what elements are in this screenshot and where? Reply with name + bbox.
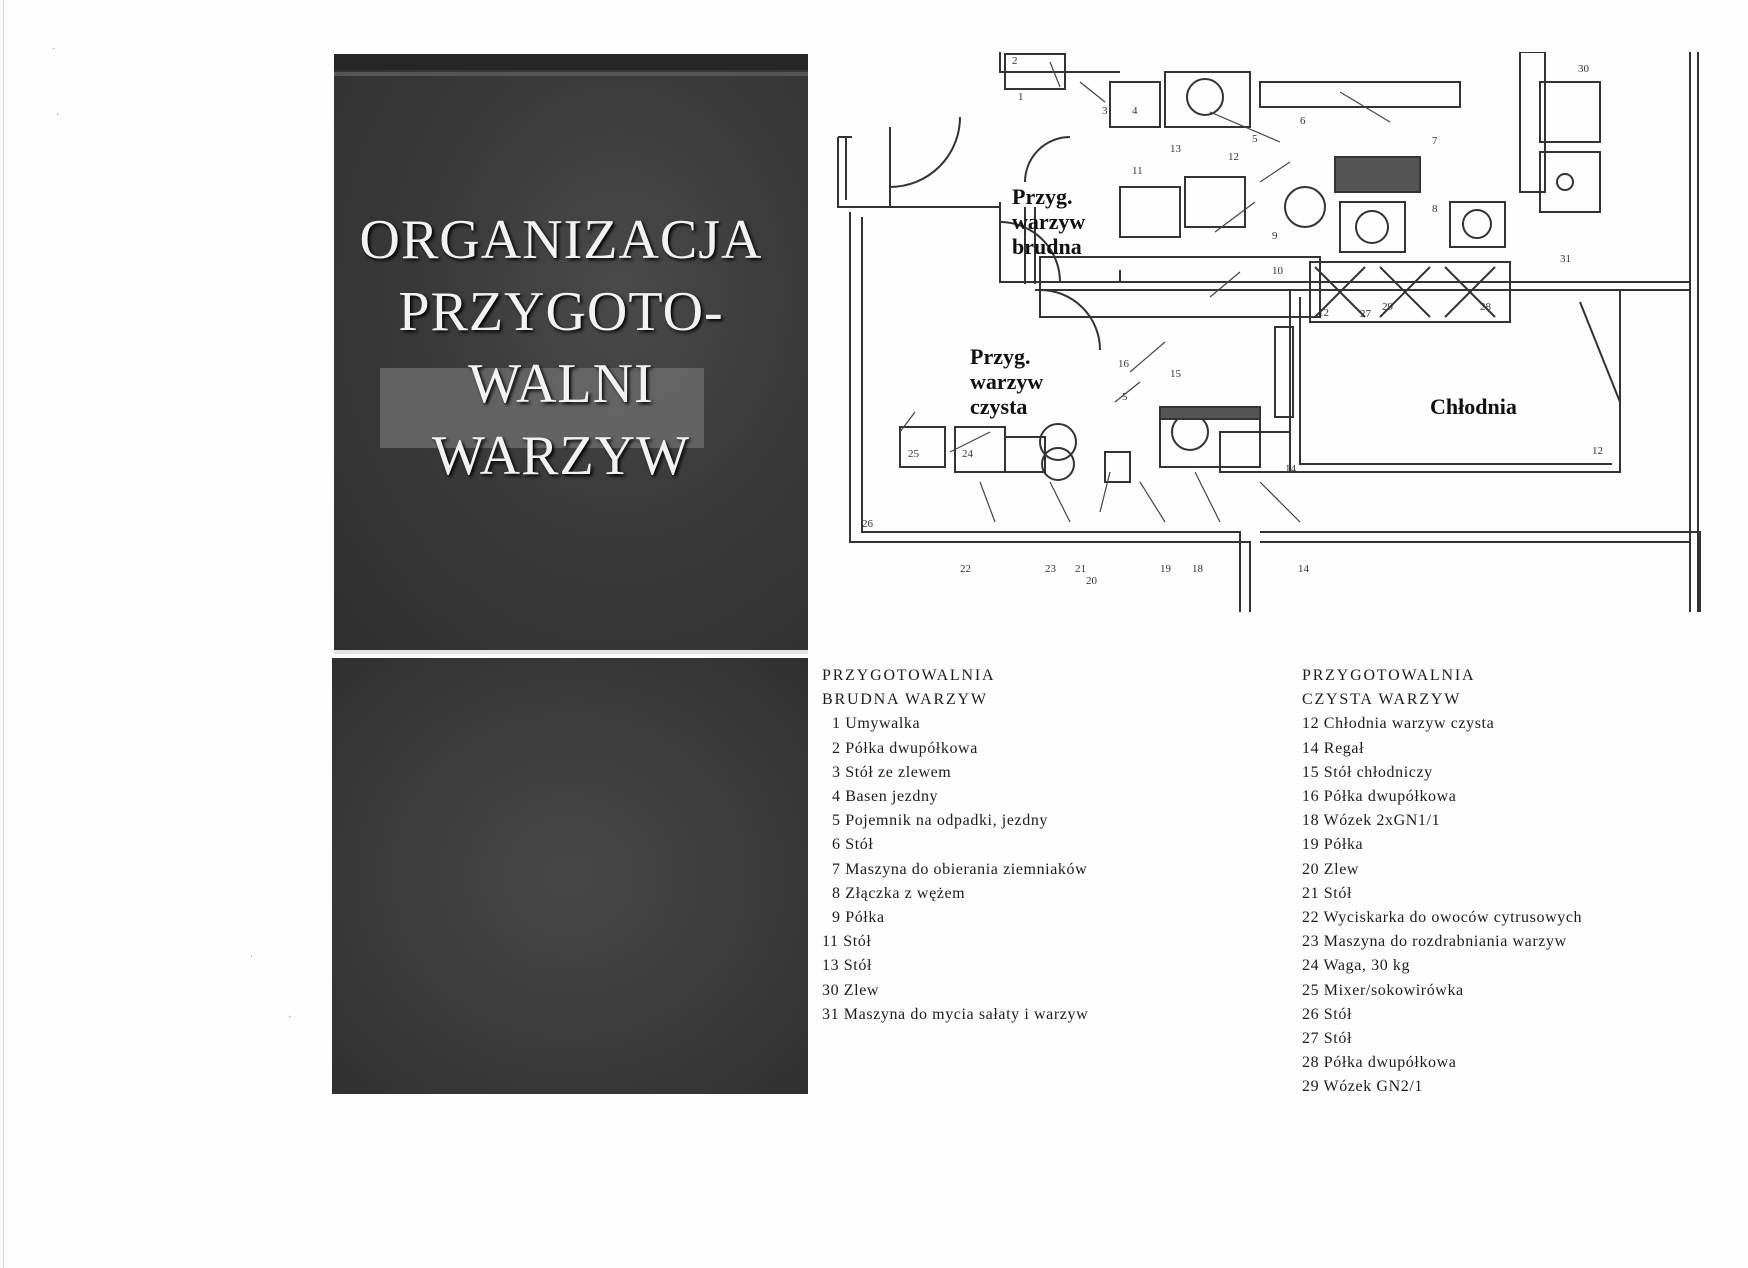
legend-item: 6 Stół [832,836,874,854]
slide-separator [334,650,808,654]
legend-header: PRZYGOTOWALNIA [822,667,996,684]
legend-item: 2 Półka dwupółkowa [832,739,978,757]
scan-edge-line [3,0,4,1268]
plan-number: 31 [1560,253,1571,265]
legend-item: 26 Stół [1302,1005,1352,1023]
title-line: ORGANIZACJA [359,209,763,271]
slide-title [334,204,806,492]
plan-number: 10 [1272,265,1283,277]
legend-item: 9 Półka [832,909,885,927]
legend-item: 29 Wózek GN2/1 [1302,1078,1423,1096]
plan-number: 8 [1432,203,1438,215]
plan-number: 18 [1192,563,1203,575]
zone-label-chlodnia: Chłodnia [1430,394,1517,419]
title-line: WALNI [468,353,654,415]
legend-item: 4 Basen jezdny [832,788,939,806]
legend-item: 21 Stół [1302,884,1352,902]
plan-number: 27 [1360,308,1371,320]
plan-number: 14 [1298,563,1309,575]
scan-speck: · [52,44,56,55]
legend-item: 22 Wyciskarka do owoców cytrusowych [1302,909,1583,927]
title-slide [334,54,808,650]
slide-top-bar [334,54,808,70]
scan-speck: · [56,110,60,121]
plan-number: 7 [1432,135,1438,147]
scan-speck: · [288,1012,292,1023]
plan-number: 16 [1118,358,1129,370]
plan-number: 24 [962,448,973,460]
plan-number: 15 [1170,368,1181,380]
legend-item: 11 Stół [822,933,872,951]
legend-item: 12 Chłodnia warzyw czysta [1302,715,1495,733]
plan-number: 2 [1012,55,1018,67]
legend-item: 14 Regał [1302,739,1365,757]
plan-number: 13 [1170,143,1181,155]
plan-number: 4 [1132,105,1138,117]
plan-number: 22 [960,563,971,575]
plan-number: 12 [1592,445,1603,457]
plan-number: 5 [1252,133,1258,145]
legend-item: 25 Mixer/sokowirówka [1302,981,1464,999]
plan-number: 1 [1018,91,1024,103]
plan-number: 12 [1228,151,1239,163]
plan-number: 12 [1318,307,1329,319]
legend-item: 3 Stół ze zlewem [832,763,952,781]
legend-item: 1 Umywalka [832,715,921,733]
legend-item: 15 Stół chłodniczy [1302,763,1433,781]
legend-item: 31 Maszyna do mycia sałaty i warzyw [822,1005,1089,1023]
plan-number: 30 [1578,63,1589,75]
plan-number: 3 [1102,105,1108,117]
floor-plan-drawing [820,52,1720,622]
legend-item: 24 Waga, 30 kg [1302,957,1411,975]
legend-dirty-prep [822,664,1202,1027]
legend-header: CZYSTA WARZYW [1302,691,1462,709]
scan-speck: · [250,952,254,963]
legend-item: 27 Stół [1302,1030,1352,1048]
zone-label-brudna: Przyg. warzyw brudna [1012,184,1086,259]
title-line: WARZYW [432,425,690,487]
plan-number: 26 [862,518,873,530]
legend-item: 16 Półka dwupółkowa [1302,788,1457,806]
plan-number: 29 [1382,301,1393,313]
plan-number: 19 [1160,563,1171,575]
legend-item: 19 Półka [1302,836,1364,854]
plan-number: 14 [1285,463,1296,475]
plan-number: 5 [1122,391,1128,403]
legend-item: 8 Złączka z wężem [832,884,966,902]
legend-header: PRZYGOTOWALNIA [1302,667,1476,684]
plan-number: 23 [1045,563,1056,575]
legend-item: 23 Maszyna do rozdrabniania warzyw [1302,933,1567,951]
plan-number: 21 [1075,563,1086,575]
plan-number: 11 [1132,165,1143,177]
legend-item: 13 Stół [822,957,872,975]
legend-item: 18 Wózek 2xGN1/1 [1302,812,1441,830]
zone-label-czysta: Przyg. warzyw czysta [970,344,1044,419]
slide-top-rule [334,72,808,76]
legend-item: 5 Pojemnik na odpadki, jezdny [832,812,1049,830]
blank-slide-panel [332,658,808,1094]
legend-item: 28 Półka dwupółkowa [1302,1054,1457,1072]
wall [838,137,1000,207]
plan-number: 20 [1086,575,1097,587]
legend-clean-prep [1302,664,1722,1096]
plan-number: 9 [1272,230,1278,242]
plan-number: 28 [1480,301,1491,313]
cold-room-wall [1290,290,1620,472]
legend-header: BRUDNA WARZYW [822,691,988,709]
title-line: PRZYGOTO- [398,281,724,343]
floor-plan [820,52,1720,622]
legend-item: 20 Zlew [1302,860,1360,878]
legend-item: 7 Maszyna do obierania ziemniaków [832,860,1088,878]
plan-number: 6 [1300,115,1306,127]
legend-item: 30 Zlew [822,981,880,999]
plan-number: 25 [908,448,919,460]
